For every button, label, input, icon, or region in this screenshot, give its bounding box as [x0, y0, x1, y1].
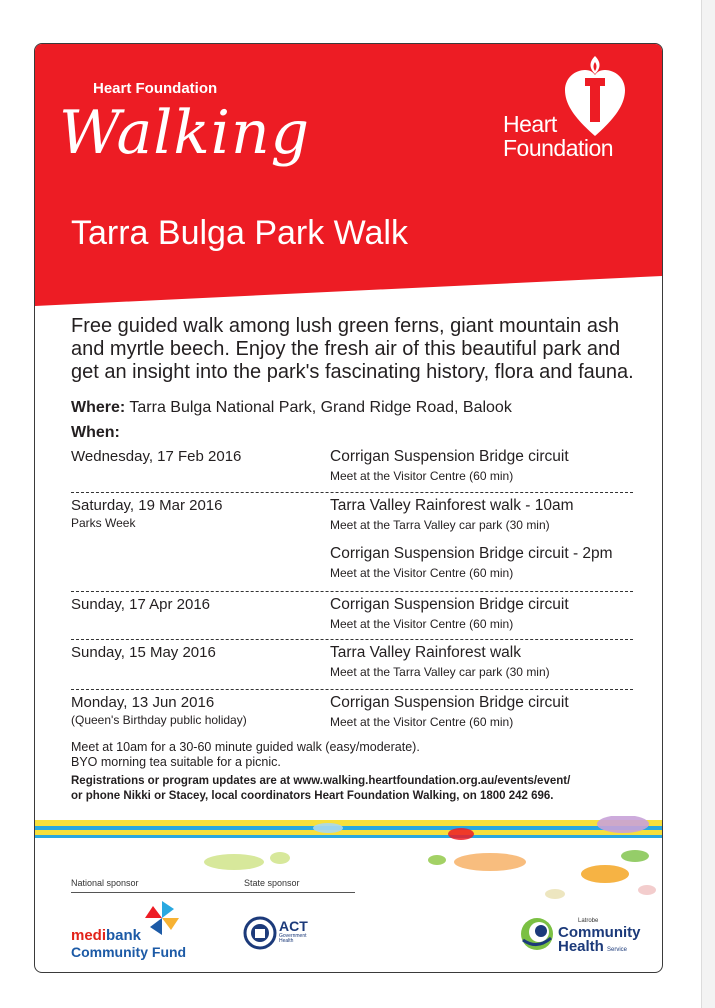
schedule-date: Monday, 13 Jun 2016 [71, 694, 215, 711]
where-label: Where: [71, 399, 126, 416]
schedule-date: Sunday, 15 May 2016 [71, 644, 216, 661]
community-health-logo-icon [519, 916, 555, 952]
walk-meet: Meet at the Visitor Centre (60 min) [330, 617, 514, 631]
schedule-row [71, 493, 633, 592]
walk-entry [330, 497, 633, 545]
walk-name: Corrigan Suspension Bridge circuit [330, 448, 569, 465]
walk-name: Corrigan Suspension Bridge circuit [330, 694, 569, 711]
medibank-logo [71, 927, 141, 944]
walk-meet: Meet at the Visitor Centre (60 min) [330, 469, 514, 483]
schedule-date-note: (Queen's Birthday public holiday) [71, 713, 247, 727]
walk-meet: Meet at the Visitor Centre (60 min) [330, 715, 514, 729]
page-title: Tarra Bulga Park Walk [71, 214, 408, 252]
act-government-crest-icon [243, 916, 277, 950]
flyer [34, 43, 663, 973]
walk-entry [330, 448, 633, 483]
schedule-date: Wednesday, 17 Feb 2016 [71, 448, 242, 465]
state-sponsor-label: State sponsor [244, 878, 300, 888]
medibank-part-2: bank [106, 927, 142, 944]
schedule-row [71, 592, 633, 640]
walk-meet: Meet at the Visitor Centre (60 min) [330, 566, 514, 580]
intro-text: Free guided walk among lush green ferns, giant mountain ash and myrtle beech. Enjoy the fresh air of this beautiful park and get an insight into the park's fascinating history, flora and fauna. [71, 315, 634, 383]
walk-entry [330, 545, 633, 580]
registration-info [71, 774, 651, 804]
logo-line-1: Heart [503, 111, 557, 137]
act-sub-1: Government [279, 933, 307, 939]
schedule-row [71, 640, 633, 690]
walk-name: Corrigan Suspension Bridge circuit - 2pm [330, 545, 613, 562]
registration-line-1: Registrations or program updates are at www.walking.heartfoundation.org.au/events/event/ [71, 775, 571, 787]
walk-entry [330, 644, 633, 679]
community-health-service: Service [607, 947, 628, 953]
walk-meet: Meet at the Tarra Valley car park (30 min) [330, 665, 550, 679]
brand-small-label: Heart Foundation [93, 80, 218, 97]
schedule-row [71, 445, 633, 493]
logo-line-2: Foundation [503, 135, 614, 161]
community-health-line-2: Health [558, 938, 604, 955]
when-label: When: [71, 424, 120, 441]
act-logo-text: ACT [279, 918, 308, 934]
schedule-table [71, 445, 633, 738]
sponsor-divider [71, 892, 355, 893]
registration-line-2: or phone Nikki or Stacey, local coordinators Heart Foundation Walking, on 1800 242 696. [71, 790, 554, 802]
community-health-line-1: Community [558, 924, 641, 941]
pinwheel-icon [143, 899, 181, 937]
footprint-decoration [35, 816, 662, 912]
walk-entry [330, 596, 633, 631]
heart-foundation-logo-text [503, 112, 613, 160]
walk-name: Corrigan Suspension Bridge circuit [330, 596, 569, 613]
brand-script-logo: Walking [59, 98, 311, 168]
walk-name: Tarra Valley Rainforest walk - 10am [330, 497, 574, 514]
walk-notes [71, 740, 641, 770]
national-sponsor-label: National sponsor [71, 878, 139, 888]
page-edge [701, 0, 715, 1008]
schedule-date-note: Parks Week [71, 516, 136, 530]
act-logo-subtext [279, 934, 307, 944]
where-line [71, 399, 512, 417]
walk-meet: Meet at the Tarra Valley car park (30 min) [330, 518, 550, 532]
community-health-region: Latrobe [578, 918, 599, 924]
schedule-row [71, 690, 633, 738]
medibank-part-1: medi [71, 927, 107, 944]
community-fund-label: Community Fund [71, 944, 187, 960]
act-sub-2: Health [279, 938, 294, 944]
notes-line-1: Meet at 10am for a 30-60 minute guided walk (easy/moderate). [71, 740, 420, 754]
schedule-date: Sunday, 17 Apr 2016 [71, 596, 210, 613]
where-value: Tarra Bulga National Park, Grand Ridge Road, Balook [129, 399, 512, 416]
notes-line-2: BYO morning tea suitable for a picnic. [71, 755, 281, 769]
schedule-date: Saturday, 19 Mar 2016 [71, 497, 223, 514]
walk-name: Tarra Valley Rainforest walk [330, 644, 521, 661]
walk-entry [330, 694, 633, 729]
